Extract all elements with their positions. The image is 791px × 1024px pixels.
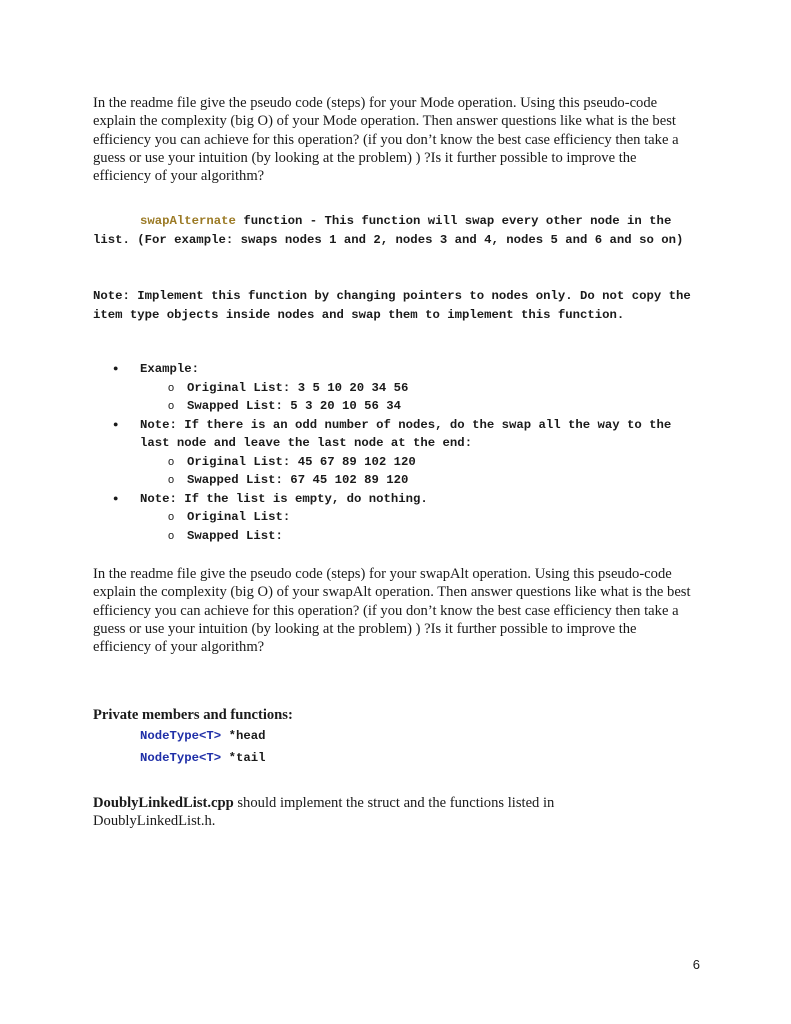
sub-item: o Swapped List: 5 3 20 10 56 34: [140, 397, 703, 416]
swap-alternate-description: [93, 212, 693, 249]
member-name: *head: [221, 729, 266, 743]
bullet-item: [93, 490, 703, 546]
bullet-item: [93, 416, 703, 490]
sub-item: o Original List: 45 67 89 102 120: [140, 453, 703, 472]
swap-alternate-description-text: function - This function will swap every other node in the list. (For example: swaps nodes 1 and 2, nodes 3 and 4, nodes 5 and 6 and so on): [93, 214, 684, 247]
bullet-text: Example:: [140, 362, 200, 376]
sub-item: o Original List: 3 5 10 20 34 56: [140, 379, 703, 398]
bullet-text: Note: If the list is empty, do nothing.: [140, 491, 428, 506]
swap-alternate-function-name: swapAlternate: [140, 214, 236, 228]
implementation-note: Note: Implement this function by changing pointers to nodes only. Do not copy the item type objects inside nodes and swap them to implement this function.: [93, 289, 691, 322]
member-type: NodeType<T>: [140, 729, 222, 743]
sub-item: o Swapped List:: [140, 527, 703, 546]
private-member-tail: [140, 747, 265, 769]
example-bullet-list: [93, 360, 703, 545]
sub-item: o Original List:: [140, 508, 703, 527]
implementation-file-text: should implement the struct and the functions listed in DoublyLinkedList.h.: [93, 795, 555, 830]
private-members-list: [140, 725, 265, 769]
implementation-file-paragraph: [93, 794, 653, 831]
member-name: *tail: [221, 751, 266, 765]
readme-mode-paragraph: In the readme file give the pseudo code (steps) for your Mode operation. Using this pseudo-code explain the complexity (big O) of your Mode operation. Then answer questions like what is the best efficiency you can achieve for this operation? (if you don’t know the best case efficiency then take a guess or use your intuition (by looking at the problem) ) ?Is it further possible to improve the efficiency of your algorithm?: [93, 95, 679, 185]
private-member-head: [140, 725, 265, 747]
sub-list: [140, 379, 703, 416]
private-members-heading: Private members and functions:: [93, 707, 293, 723]
page-number: 6: [692, 957, 700, 972]
sub-list: [140, 453, 703, 490]
member-type: NodeType<T>: [140, 751, 222, 765]
sub-item: o Swapped List: 67 45 102 89 120: [140, 471, 703, 490]
bullet-text: Note: If there is an odd number of nodes, do the swap all the way to the last node and leave the last node at the end:: [140, 417, 672, 450]
cpp-file-name: DoublyLinkedList.cpp: [93, 795, 234, 811]
sub-list: [140, 508, 703, 545]
readme-swap-paragraph: In the readme file give the pseudo code (steps) for your swapAlt operation. Using this pseudo-code explain the complexity (big O) of your swapAlt operation. Then answer questions like what is the best efficiency you can achieve for this operation? (if you don’t know the best case efficiency then take a guess or use your intuition (by looking at the problem) ) ?Is it further possible to improve the efficiency of your algorithm?: [93, 566, 691, 656]
bullet-item: [93, 360, 703, 416]
